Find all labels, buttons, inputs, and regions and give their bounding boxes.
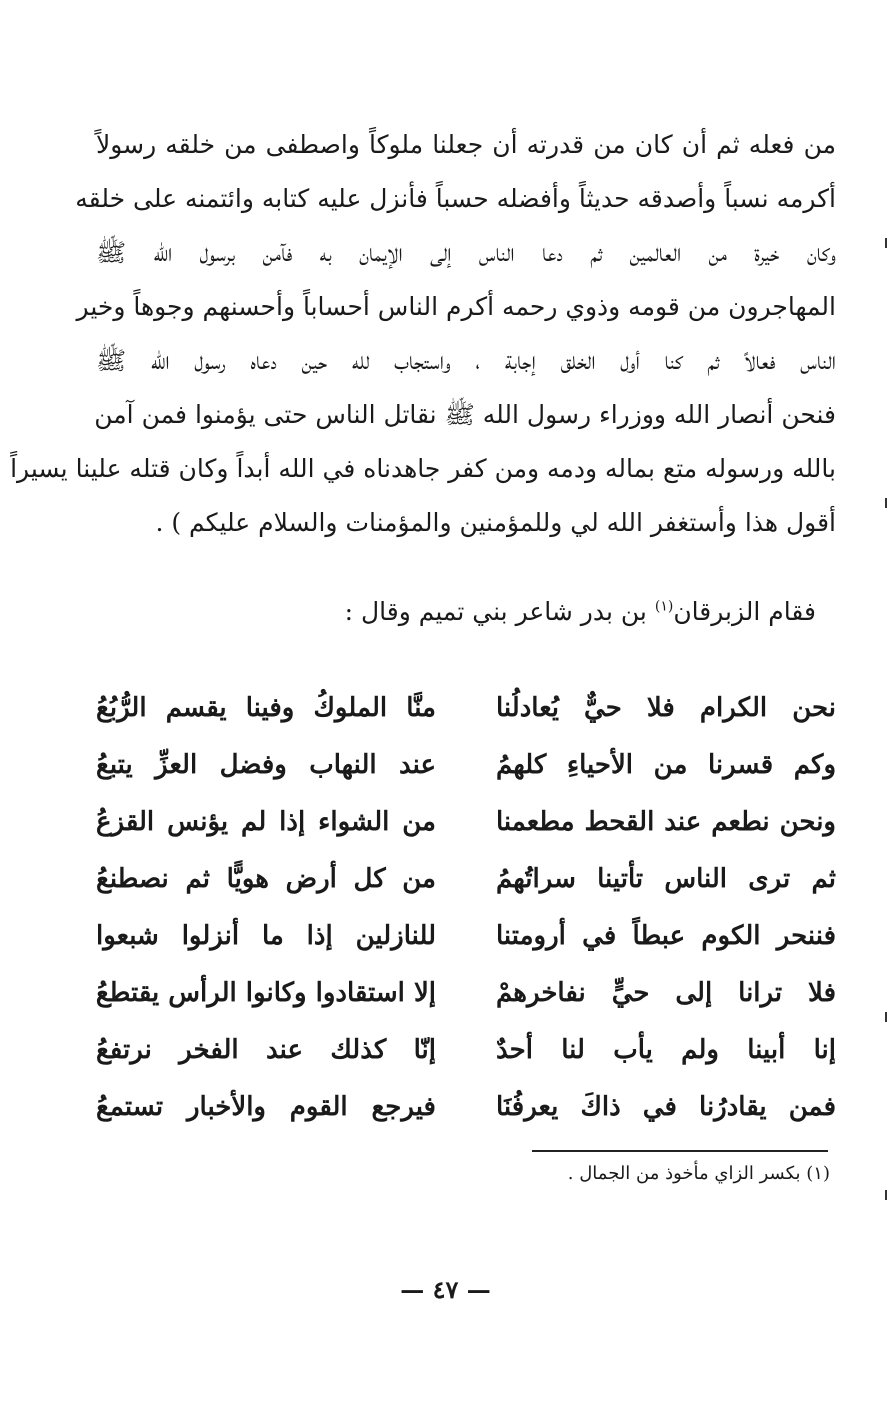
poem-intro <box>96 592 816 632</box>
verse-first-hemistich: وكم قسرنا من الأحياءِ كلهمُ <box>496 750 836 780</box>
verse-second-hemistich: من كل أرض هويًّا ثم نصطنعُ <box>96 864 436 894</box>
verse-row <box>96 680 836 737</box>
footnote-divider <box>532 1150 828 1152</box>
verse-row <box>96 1079 836 1136</box>
footnote-marker: (١) <box>654 598 674 615</box>
verse-row <box>96 737 836 794</box>
scan-edge-mark <box>885 238 887 248</box>
verse-first-hemistich: ثم ترى الناس تأتينا سراتُهمُ <box>496 864 836 894</box>
verse-row <box>96 794 836 851</box>
page-number: — ٤٧ — <box>400 1275 491 1304</box>
verse-second-hemistich: عند النهاب وفضل العزِّ يتبعُ <box>96 750 436 780</box>
scan-edge-mark <box>885 1190 887 1200</box>
verse-second-hemistich: إلا استقادوا وكانوا الرأس يقتطعُ <box>95 978 436 1008</box>
prose-line: من فعله ثم أن كان من قدرته أن جعلنا ملوكاً واصطفى من خلقه رسولاً <box>96 130 836 159</box>
verse-row <box>96 908 836 965</box>
verse-second-hemistich: للنازلين إذا ما أنزلوا شبعوا <box>96 921 436 951</box>
footnote: (١) بكسر الزاي مأخوذ من الجمال . <box>567 1163 830 1184</box>
prose-line: الناس فعالاً ثم كنا أول الخلق إجابة ، واستجاب لله حين دعاه رسول الله ﷺ <box>96 346 836 375</box>
verse-row <box>96 851 836 908</box>
prose-line: أكرمه نسباً وأصدقه حديثاً وأفضله حسباً فأنزل عليه كتابه وائتمنه على خلقه <box>75 184 836 213</box>
verse-first-hemistich: نحن الكرام فلا حيٌّ يُعادلُنا <box>496 693 836 723</box>
prose-line: فنحن أنصار الله ووزراء رسول الله ﷺ نقاتل الناس حتى يؤمنوا فمن آمن <box>94 400 836 429</box>
scan-edge-mark <box>885 498 887 508</box>
intro-text-rest: بن بدر شاعر بني تميم وقال : <box>344 597 655 626</box>
verse-first-hemistich: فلا ترانا إلى حيٍّ نفاخرهمْ <box>496 978 836 1008</box>
verse-first-hemistich: فمن يقادرُنا في ذاكَ يعرفُنَا <box>496 1092 836 1122</box>
scan-edge-mark <box>885 1012 887 1022</box>
prose-line: وكان خيرة من العالمين ثم دعا الناس إلى الإيمان به فآمن برسول الله ﷺ <box>96 238 836 267</box>
verse-row <box>96 965 836 1022</box>
prose-line: أقول هذا وأستغفر الله لي وللمؤمنين والمؤمنات والسلام عليكم ) . <box>155 508 836 537</box>
verse-second-hemistich: إنّا كذلك عند الفخر نرتفعُ <box>96 1035 436 1065</box>
poem <box>96 680 836 1136</box>
verse-first-hemistich: إنا أبينا ولم يأب لنا أحدٌ <box>496 1035 836 1065</box>
verse-second-hemistich: منَّا الملوكُ وفينا يقسم الرُّبُعُ <box>96 693 436 723</box>
verse-first-hemistich: فننحر الكوم عبطاً في أرومتنا <box>496 921 836 951</box>
prose-line: المهاجرون من قومه وذوي رحمه أكرم الناس أحساباً وأحسنهم وجوهاً وخير <box>76 292 836 321</box>
verse-second-hemistich: فيرجع القوم والأخبار تستمعُ <box>96 1092 436 1122</box>
verse-row <box>96 1022 836 1079</box>
speech-paragraph <box>10 118 836 550</box>
verse-second-hemistich: من الشواء إذا لم يؤنس القزعُ <box>96 807 436 837</box>
intro-text: فقام الزبرقان <box>673 597 816 626</box>
verse-first-hemistich: ونحن نطعم عند القحط مطعمنا <box>496 807 836 837</box>
prose-line: بالله ورسوله متع بماله ودمه ومن كفر جاهدناه في الله أبداً وكان قتله علينا يسيراً <box>10 454 836 483</box>
